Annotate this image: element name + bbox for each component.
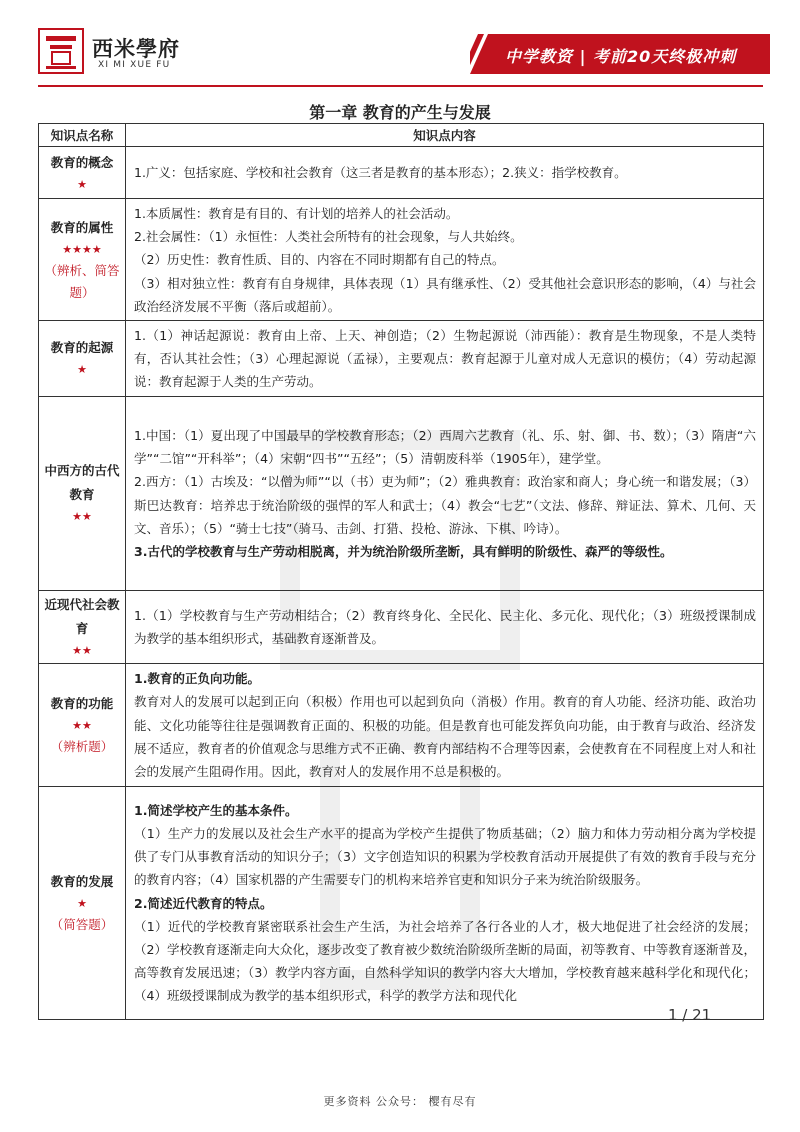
table-row (39, 321, 764, 397)
column-header-name: 知识点名称 (39, 124, 126, 147)
header-divider (38, 85, 763, 87)
content-line: 1.教育的正负向功能。 (134, 671, 260, 687)
question-type-note: （辨析、简答题） (44, 262, 120, 300)
page-header (0, 0, 800, 92)
chapter-title: 第一章 教育的产生与发展 (309, 103, 491, 122)
content-line: 1.（1）神话起源说：教育由上帝、上天、神创造；（2）生物起源说（沛西能）：教育是生物现象，不是人类特有，否认其社会性；（3）心理起源说（孟禄），主要观点：教育起源于儿童对成人无意识的模仿；（4）劳动起源说：教育起源于人类的生产劳动。 (134, 328, 756, 390)
row-name: 近现代社会教育 (44, 596, 120, 636)
content-line: 3.古代的学校教育与生产劳动相脱离，并为统治阶级所垄断，具有鲜明的阶级性、森严的等级性。 (134, 544, 673, 560)
row-name: 教育的发展 (50, 873, 114, 889)
content-line: 1.广义：包括家庭、学校和社会教育（这三者是教育的基本形态）；2.狭义：指学校教育。 (134, 165, 627, 181)
importance-stars: ★★★★ (62, 242, 102, 256)
row-name: 教育的功能 (50, 695, 114, 711)
importance-stars: ★ (77, 363, 87, 377)
brand-logo-icon (38, 28, 84, 74)
importance-stars: ★★ (72, 643, 92, 657)
table-row (39, 786, 764, 1019)
row-name-cell (39, 396, 126, 590)
knowledge-table (38, 123, 764, 1020)
content-line: 2.简述近代教育的特点。 (134, 895, 273, 911)
row-name: 教育的属性 (50, 219, 114, 235)
row-content-cell (126, 147, 764, 199)
content-line: 2.社会属性：（1）永恒性：人类社会所特有的社会现象，与人共始终。 (134, 229, 523, 245)
column-header-content: 知识点内容 (126, 124, 764, 147)
table-header-row (39, 124, 764, 147)
table-row (39, 147, 764, 199)
row-content-cell (126, 199, 764, 321)
content-line: （3）相对独立性：教育有自身规律，具体表现（1）具有继承性、（2）受其他社会意识形态的影响，（4）与社会政治经济发展不平衡（落后或超前）。 (134, 275, 756, 314)
question-type-note: （辨析题） (50, 738, 114, 754)
banner-title: 中学教资 | 考前20天终极冲刺 (505, 47, 737, 66)
content-line: （1）近代的学校教育紧密联系社会生产生活，为社会培养了各行各业的人才，极大地促进了社会经济的发展；（2）学校教育逐渐走向大众化，逐步改变了教育被少数统治阶级所垄断的局面，初等教育、中等教育逐渐普及，高等教育发展迅速；（3）教学内容方面，自然科学知识的教学内容大大增加，学校教育越来越科学化和现代化；（4）班级授课制成为教学的基本组织形式，科学的教学方法和现代化 (134, 918, 756, 1004)
row-name-cell (39, 199, 126, 321)
content-line: 2.西方：（1）古埃及：“以僧为师”“以（书）吏为师”；（2）雅典教育：政治家和商人；身心统一和谐发展；（3）斯巴达教育：培养忠于统治阶级的强悍的军人和武士；（4）教会“七艺”（文法、修辞、辩证法、算术、几何、天文、音乐）；（5）“骑士七技”（骑马、击剑、打猎、投枪、游泳、下棋、吟诗）。 (134, 474, 756, 536)
importance-stars: ★★ (72, 510, 92, 524)
content-line: （2）历史性：教育性质、目的、内容在不同时期都有自己的特点。 (134, 252, 505, 268)
row-name-cell (39, 321, 126, 397)
table-row (39, 590, 764, 663)
importance-stars: ★ (77, 896, 87, 910)
row-name: 教育的概念 (50, 154, 114, 170)
brand-subtitle: XI MI XUE FU (98, 60, 171, 70)
row-name-cell (39, 663, 126, 786)
page-number: 1 / 21 (668, 1006, 712, 1024)
table-row (39, 199, 764, 321)
table-row (39, 396, 764, 590)
page-footer: 更多资料 公众号： 樱有尽有 (323, 1095, 477, 1108)
importance-stars: ★★ (72, 718, 92, 732)
content-line: 1.简述学校产生的基本条件。 (134, 802, 298, 818)
content-line: 1.（1）学校教育与生产劳动相结合；（2）教育终身化、全民化、民主化、多元化、现代化；（3）班级授课制成为教学的基本组织形式，基础教育逐渐普及。 (134, 607, 756, 647)
content-line: 1.本质属性：教育是有目的、有计划的培养人的社会活动。 (134, 206, 459, 221)
row-name-cell (39, 147, 126, 199)
row-name-cell (39, 786, 126, 1019)
question-type-note: （简答题） (50, 916, 114, 932)
row-name: 教育的起源 (50, 340, 114, 356)
row-name-cell (39, 590, 126, 663)
row-content-cell (126, 590, 764, 663)
content-line: 教育对人的发展可以起到正向（积极）作用也可以起到负向（消极）作用。教育的育人功能、经济功能、政治功能、文化功能等往往是强调教育正面的、积极的功能。但是教育也可能发挥负向功能，由于教育与政治、经济发展不适应，教育者的价值观念与思维方式不正确、教育内部结构不合理等因素，会使教育在不同程度上对人和社会的发展产生阻碍作用。因此，教育对人的发展作用不总是积极的。 (134, 694, 756, 779)
content-line: 1.中国：（1）夏出现了中国最早的学校教育形态；（2）西周六艺教育（礼、乐、射、御、书、数）；（3）隋唐“六学”“二馆”“开科举”；（4）宋朝“四书”“五经”；（5）清朝废科举（1905年），建学堂。 (134, 428, 756, 467)
table-row (39, 663, 764, 786)
content-line: （1）生产力的发展以及社会生产水平的提高为学校产生提供了物质基础；（2）脑力和体力劳动相分离为学校提供了专门从事教育活动的知识分子；（3）文字创造知识的积累为学校教育活动开展提供了有效的教育手段与充分的教育内容；（4）国家机器的产生需要专门的机构来培养官吏和知识分子来为统治阶级服务。 (134, 825, 756, 888)
row-content-cell (126, 663, 764, 786)
importance-stars: ★ (77, 177, 87, 191)
row-content-cell (126, 321, 764, 397)
row-name: 中西方的古代教育 (44, 463, 120, 503)
row-content-cell (126, 786, 764, 1019)
row-content-cell (126, 396, 764, 590)
brand-name: 西米學府 (92, 36, 180, 61)
